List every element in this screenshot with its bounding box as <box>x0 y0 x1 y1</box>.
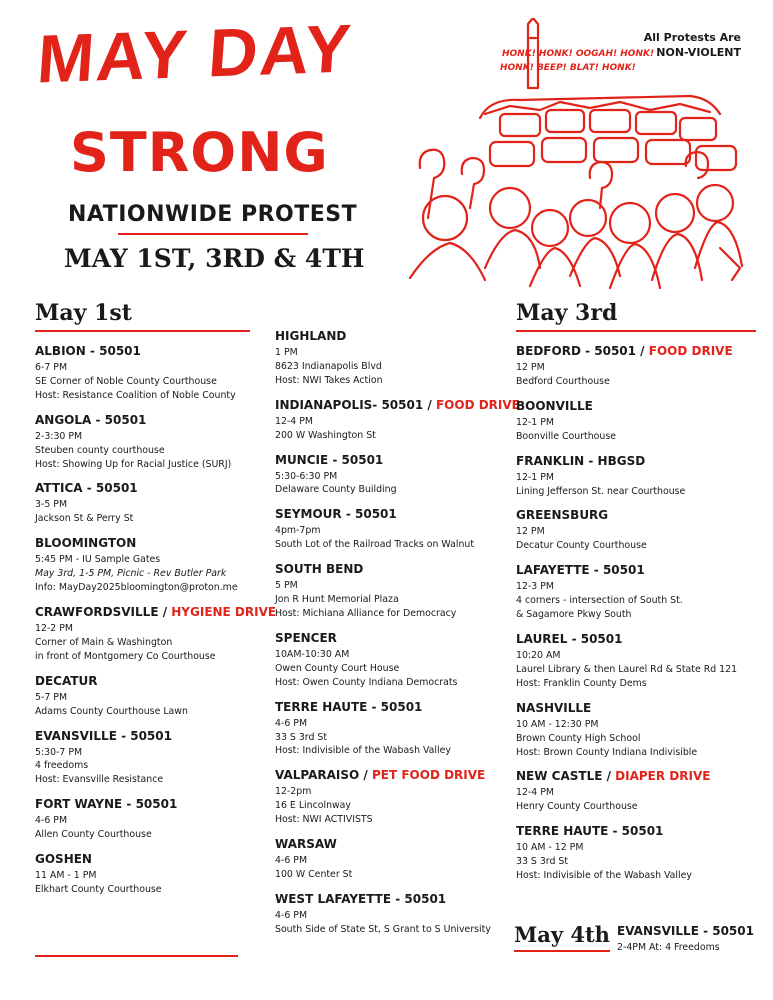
event-item <box>35 797 250 842</box>
event-detail: Host: NWI ACTIVISTS <box>275 814 373 826</box>
nonviolent-line1: All Protests Are <box>643 31 741 44</box>
event-detail: Host: Indivisible of the Wabash Valley <box>516 870 692 882</box>
event-city: MUNCIE - 50501 <box>275 452 384 467</box>
event-city-heading <box>275 892 500 906</box>
event-detail: Adams County Courthouse Lawn <box>35 705 188 717</box>
event-detail: Owen County Court House <box>275 662 400 674</box>
event-city: FORT WAYNE - 50501 <box>35 797 178 812</box>
column-bottom-rule <box>35 955 238 957</box>
event-item <box>516 563 756 622</box>
event-detail: SE Corner of Noble County Courthouse <box>35 375 217 387</box>
event-item <box>35 536 250 595</box>
event-detail: Boonville Courthouse <box>516 430 616 442</box>
event-city: EVANSVILLE - 50501 <box>35 728 172 743</box>
event-detail: 12-4 PM <box>516 787 554 799</box>
horn-text-1: HONK! HONK! OOGAH! HONK! <box>502 49 655 59</box>
event-detail: Brown County High School <box>516 732 641 744</box>
event-drive-tag: HYGIENE DRIVE <box>171 604 277 619</box>
protest-crowd-illustration <box>390 18 750 308</box>
event-detail: Jackson St & Perry St <box>35 513 134 525</box>
event-city-heading <box>35 674 250 688</box>
event-item <box>35 344 250 403</box>
may4-section <box>514 922 610 952</box>
event-city: TERRE HAUTE - 50501 <box>275 699 423 714</box>
event-detail: Host: NWI Takes Action <box>275 374 383 386</box>
may1-column-left <box>35 300 277 907</box>
event-detail: 4-6 PM <box>275 855 308 867</box>
event-city: LAUREL - 50501 <box>516 631 623 646</box>
event-city-heading <box>275 700 500 714</box>
headline-dates: MAY 1ST, 3RD & 4TH <box>64 244 365 273</box>
event-drive-tag: FOOD DRIVE <box>435 397 520 412</box>
headline-may-day: MAY DAY <box>34 10 356 98</box>
event-detail: 2-4PM At: 4 Freedoms <box>617 942 720 953</box>
event-item <box>275 700 500 759</box>
event-city-heading <box>35 604 277 619</box>
event-city: BEDFORD - 50501 <box>516 344 636 358</box>
event-detail: 5-7 PM <box>35 691 68 703</box>
event-city-heading <box>35 413 250 427</box>
event-detail: 1 PM <box>275 347 298 358</box>
event-city: TERRE HAUTE - 50501 <box>516 824 664 839</box>
event-city-heading <box>275 562 500 576</box>
event-detail: 11 AM - 1 PM <box>35 870 97 882</box>
event-item <box>516 399 756 444</box>
event-detail: Info: MayDay2025bloomington@proton.me <box>35 582 238 594</box>
event-detail: Host: Resistance Coalition of Noble County <box>35 389 236 401</box>
event-detail: 10 AM - 12:30 PM <box>516 718 599 730</box>
event-detail: 8623 Indianapolis Blvd <box>275 360 382 372</box>
headline-strong: STRONG <box>70 121 329 184</box>
event-detail: 100 W Center St <box>275 868 353 880</box>
event-city-heading <box>275 397 520 412</box>
event-city-heading <box>516 769 756 783</box>
event-city-heading <box>516 454 756 468</box>
event-city: BOONVILLE <box>516 398 593 413</box>
event-city-heading <box>275 631 500 645</box>
event-detail: Laurel Library & then Laurel Rd & State Rd 121 <box>516 663 738 675</box>
horn-text-2: HONK! BEEP! BLAT! HONK! <box>500 63 636 73</box>
event-detail: 12-3 PM <box>516 581 554 593</box>
event-city-heading <box>516 824 756 838</box>
event-detail: South Lot of the Railroad Tracks on Walnut <box>275 539 475 551</box>
event-city-heading <box>275 329 500 343</box>
event-city-heading <box>275 768 500 782</box>
event-detail: 5:30-7 PM <box>35 746 83 758</box>
event-detail: Host: Brown County Indiana Indivisible <box>516 746 698 758</box>
event-city-heading <box>35 481 250 495</box>
event-city-heading <box>275 837 500 851</box>
event-item <box>275 329 500 388</box>
event-city-heading <box>35 797 250 811</box>
event-detail: in front of Montgomery Co Courthouse <box>35 650 216 662</box>
event-item <box>275 453 500 498</box>
event-detail: 6-7 PM <box>35 362 68 373</box>
event-detail: 12 PM <box>516 526 545 538</box>
event-city: SEYMOUR - 50501 <box>275 507 397 522</box>
may1-title: May 1st <box>35 300 250 332</box>
drive-separator: / <box>359 768 372 783</box>
event-city: ANGOLA - 50501 <box>35 412 147 427</box>
event-city-heading <box>275 507 500 521</box>
event-city: LAFAYETTE - 50501 <box>516 563 645 578</box>
event-city-heading <box>35 536 250 550</box>
event-city: WARSAW <box>275 837 337 852</box>
event-detail: 5 PM <box>275 580 298 592</box>
may1-column-middle <box>275 329 520 947</box>
event-item <box>275 892 500 937</box>
event-detail: 10 AM - 12 PM <box>516 842 584 854</box>
event-drive-tag: PET FOOD DRIVE <box>371 768 486 783</box>
event-city: GREENSBURG <box>516 508 609 523</box>
event-city: HIGHLAND <box>275 329 347 343</box>
event-detail: 12-2 PM <box>35 622 73 634</box>
event-city-heading <box>35 852 250 866</box>
event-city-heading <box>516 632 756 646</box>
event-detail: 2-3:30 PM <box>35 430 83 442</box>
event-city: SOUTH BEND <box>275 562 364 577</box>
event-detail: 33 S 3rd St <box>516 856 569 868</box>
event-detail: Allen County Courthouse <box>35 829 152 841</box>
event-detail: May 3rd, 1-5 PM, Picnic - Rev Butler Park <box>35 568 227 580</box>
event-drive-tag: DIAPER DRIVE <box>615 769 711 784</box>
event-detail: Host: Indivisible of the Wabash Valley <box>275 745 451 757</box>
headline-nationwide: NATIONWIDE PROTEST <box>68 202 358 227</box>
event-city-heading <box>516 344 756 358</box>
drive-separator: / <box>602 769 616 784</box>
event-detail: 16 E Lincolnway <box>275 800 351 812</box>
event-detail: & Sagamore Pkwy South <box>516 609 632 621</box>
event-detail: 12-1 PM <box>516 471 554 483</box>
event-item <box>35 481 250 526</box>
event-drive-tag: FOOD DRIVE <box>648 344 733 358</box>
event-city: EVANSVILLE - 50501 <box>617 924 754 938</box>
event-detail: Host: Evansville Resistance <box>35 774 164 786</box>
event-detail: Lining Jefferson St. near Courthouse <box>516 485 686 497</box>
may4-title: May 4th <box>514 922 610 952</box>
event-detail: 12-2pm <box>275 786 312 798</box>
event-city: FRANKLIN - HBGSD <box>516 453 646 468</box>
event-detail: 4-6 PM <box>35 815 68 827</box>
event-city: NASHVILLE <box>516 700 592 715</box>
event-city-heading <box>516 701 756 715</box>
event-detail: 12-1 PM <box>516 416 554 428</box>
event-detail: 4 freedoms <box>35 760 89 772</box>
event-item <box>516 454 756 499</box>
event-detail: 200 W Washington St <box>275 429 376 441</box>
event-item <box>35 674 250 719</box>
event-city: INDIANAPOLIS- 50501 <box>275 397 424 412</box>
event-detail: South Side of State St, S Grant to S University <box>275 923 491 935</box>
event-detail: Delaware County Building <box>275 484 397 496</box>
event-detail: 4 corners - intersection of South St. <box>516 595 683 607</box>
event-detail: Host: Showing Up for Racial Justice (SURJ) <box>35 458 232 470</box>
event-detail: Decatur County Courthouse <box>516 540 647 552</box>
event-detail: 10AM-10:30 AM <box>275 648 350 660</box>
nonviolent-line2: NON-VIOLENT <box>656 46 741 60</box>
event-detail: Jon R Hunt Memorial Plaza <box>275 594 399 606</box>
drive-separator: / <box>158 604 172 619</box>
header-divider <box>118 233 308 235</box>
event-detail: Henry County Courthouse <box>516 801 638 813</box>
event-item <box>516 769 756 814</box>
event-detail: 10:20 AM <box>516 649 561 661</box>
event-detail: 4pm-7pm <box>275 525 321 537</box>
may3-column <box>516 300 756 893</box>
event-item <box>275 768 500 827</box>
event-detail: Host: Owen County Indiana Democrats <box>275 676 458 688</box>
event-item <box>275 631 500 690</box>
event-city: ALBION - 50501 <box>35 344 141 358</box>
drive-separator: / <box>423 397 436 412</box>
event-city-heading <box>275 453 500 467</box>
event-item <box>516 508 756 553</box>
event-detail: 12-4 PM <box>275 415 313 427</box>
event-city: WEST LAFAYETTE - 50501 <box>275 891 447 906</box>
event-city: ATTICA - 50501 <box>35 481 138 496</box>
event-city: SPENCER <box>275 630 337 645</box>
event-item <box>516 824 756 883</box>
event-detail: Host: Franklin County Dems <box>516 677 647 689</box>
event-item <box>275 507 500 552</box>
event-detail: 12 PM <box>516 362 545 373</box>
event-item <box>516 701 756 760</box>
may4-event <box>617 924 754 955</box>
event-detail: 33 S 3rd St <box>275 731 328 743</box>
event-city-heading <box>35 729 250 743</box>
event-item <box>35 413 250 472</box>
event-detail: 4-6 PM <box>275 909 308 921</box>
event-detail: Elkhart County Courthouse <box>35 883 162 895</box>
event-item <box>516 632 756 691</box>
event-detail: 5:45 PM - IU Sample Gates <box>35 554 161 566</box>
event-city: GOSHEN <box>35 852 92 867</box>
event-detail: 5:30-6:30 PM <box>275 470 338 482</box>
event-detail: Host: Michiana Alliance for Democracy <box>275 607 457 619</box>
event-item <box>275 837 500 882</box>
event-city-heading <box>516 399 756 413</box>
event-city: NEW CASTLE <box>516 769 603 784</box>
event-item <box>35 729 250 788</box>
event-item <box>275 562 500 621</box>
may3-title: May 3rd <box>516 300 756 332</box>
event-item <box>275 397 520 443</box>
event-item <box>35 604 277 664</box>
event-detail: Corner of Main & Washington <box>35 636 173 648</box>
event-detail: Steuben county courthouse <box>35 444 165 456</box>
event-city: DECATUR <box>35 673 98 688</box>
event-detail: 4-6 PM <box>275 717 308 729</box>
event-city-heading <box>516 508 756 522</box>
event-detail: Bedford Courthouse <box>516 375 610 387</box>
event-city: CRAWFORDSVILLE <box>35 604 159 619</box>
event-detail: 3-5 PM <box>35 499 68 511</box>
event-city: VALPARAISO <box>275 768 360 783</box>
event-city-heading <box>516 563 756 577</box>
event-city-heading <box>35 344 250 358</box>
drive-separator: / <box>636 344 649 358</box>
event-item <box>516 344 756 389</box>
event-item <box>35 852 250 897</box>
event-city: BLOOMINGTON <box>35 536 137 551</box>
